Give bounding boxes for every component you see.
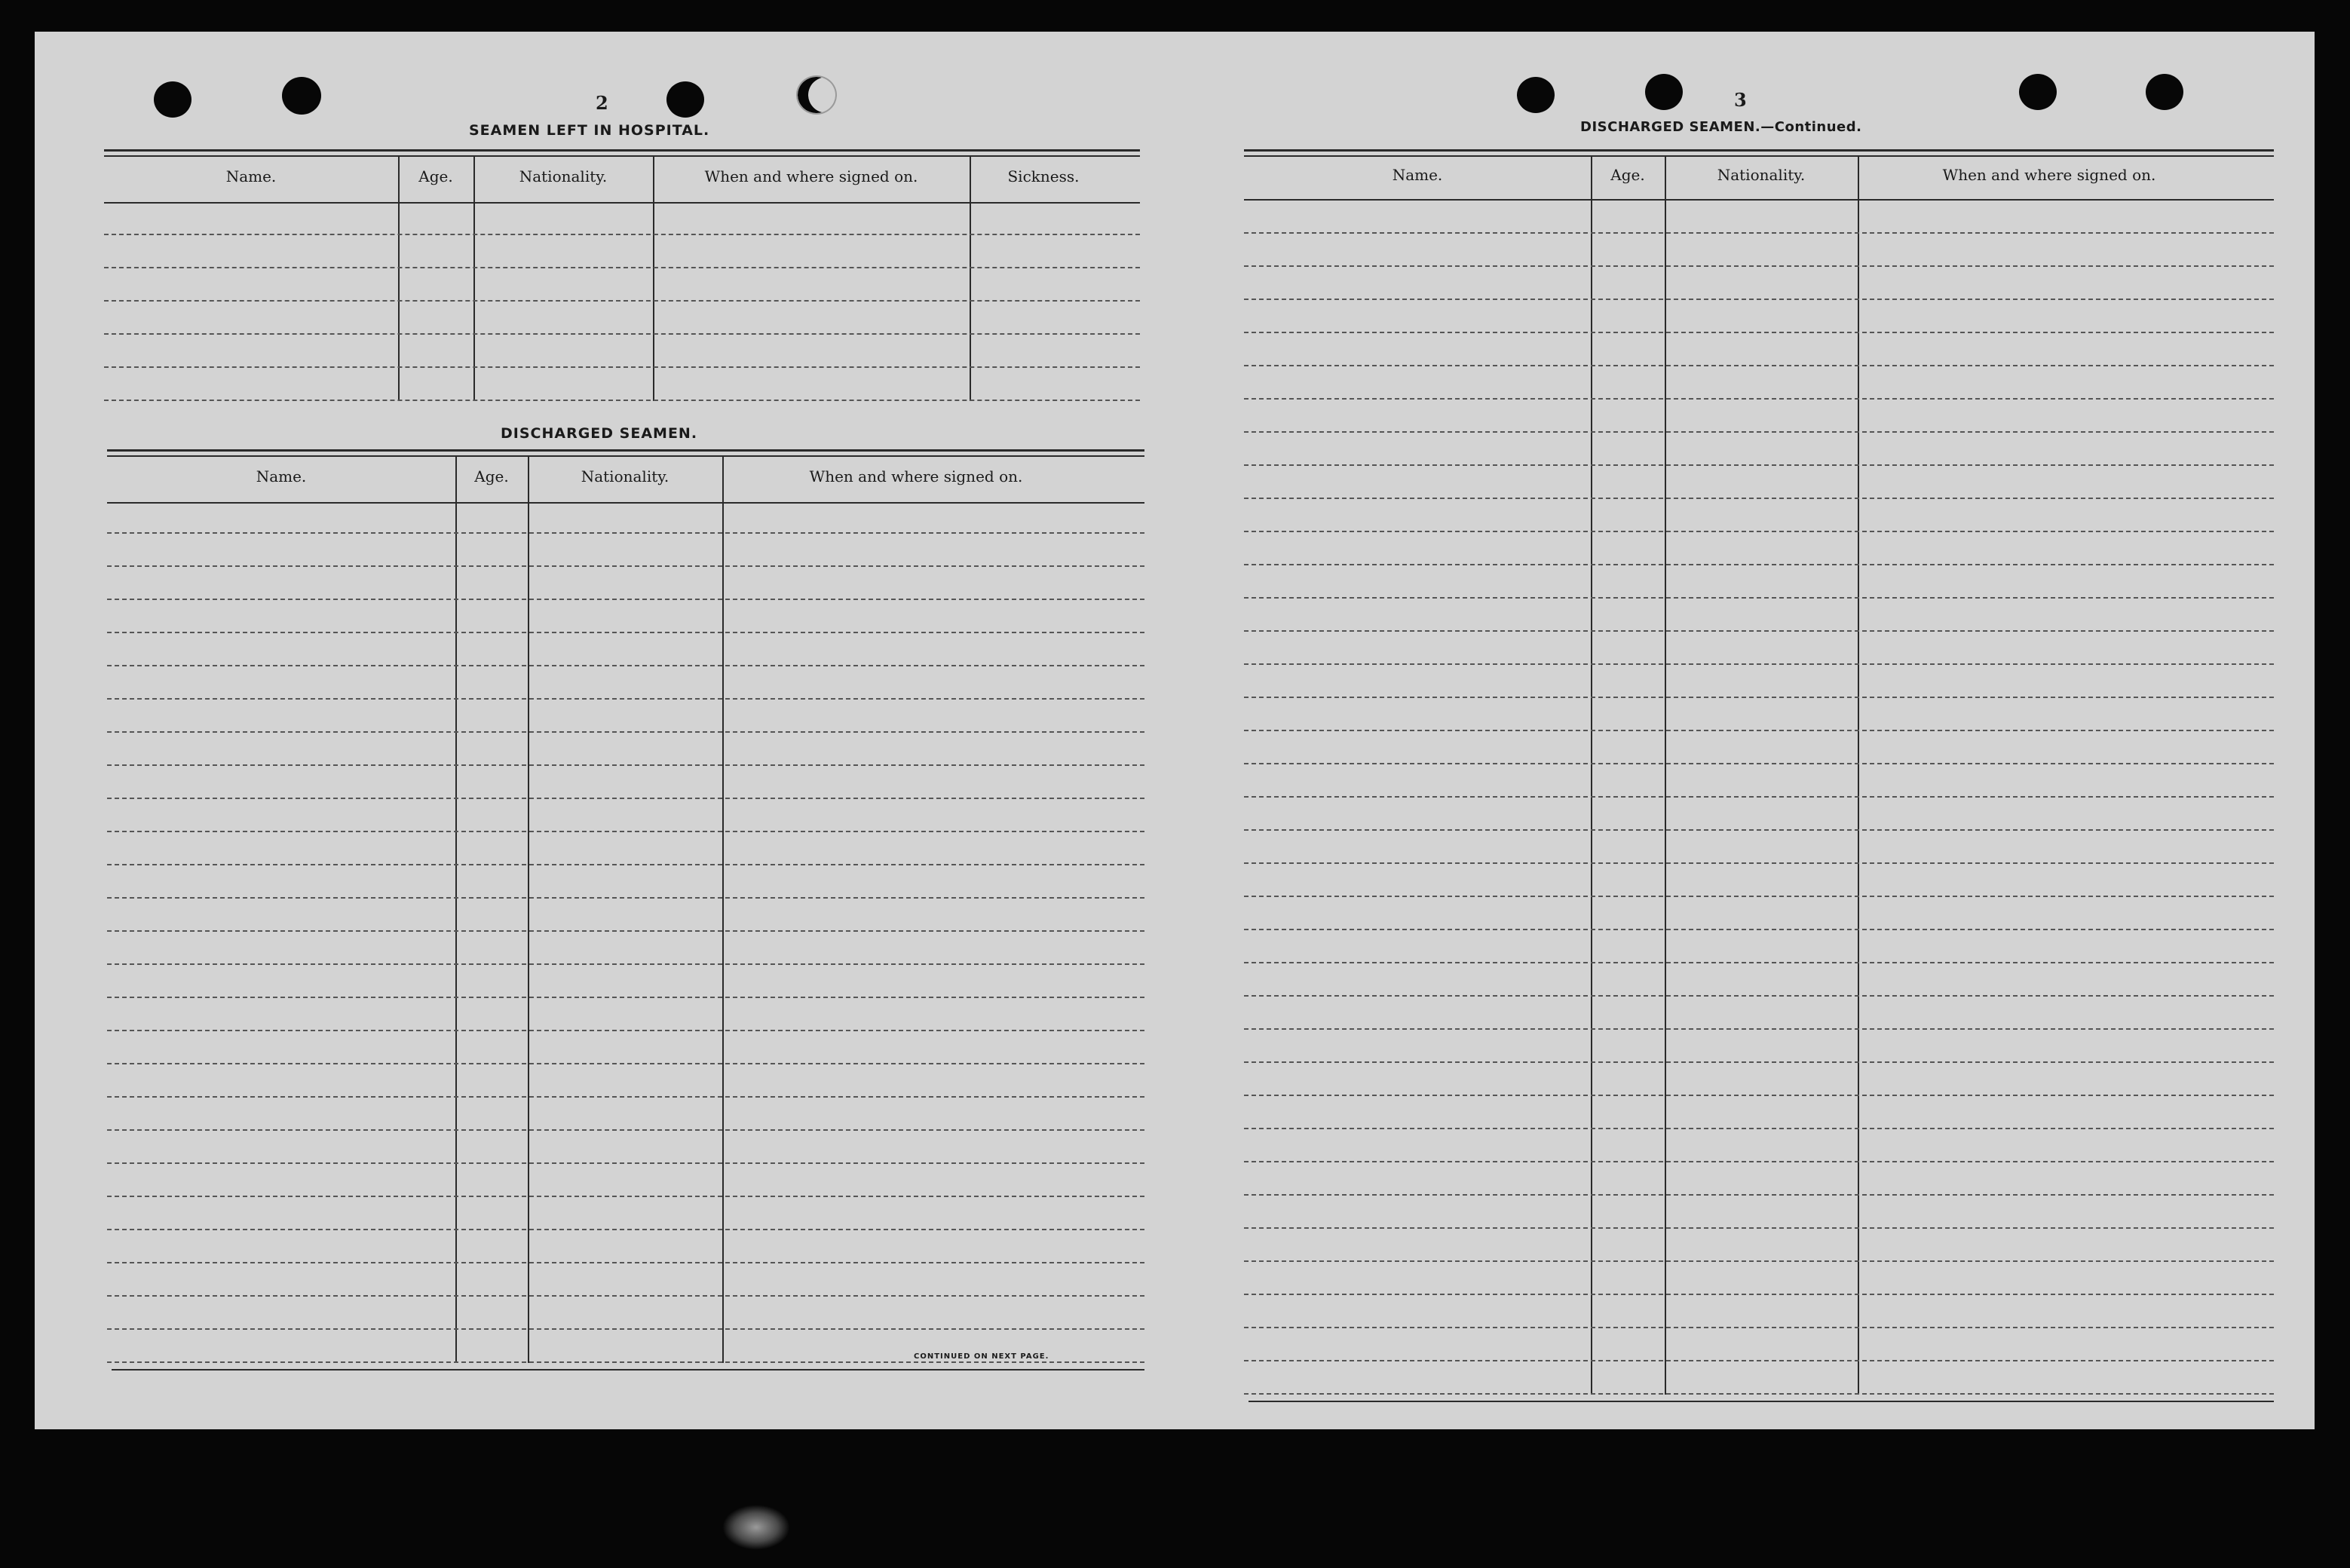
header-rule [104,202,1140,204]
ruled-entry-line [1244,1028,2274,1030]
ruled-entry-line [1244,995,2274,997]
ruled-entry-line [107,731,1144,733]
ruled-entry-line [1244,265,2274,267]
ruled-entry-line [1244,697,2274,698]
ruled-entry-line [1244,1061,2274,1063]
ruled-entry-line [1244,862,2274,864]
ruled-entry-line [1244,398,2274,400]
ruled-entry-line [1244,1360,2274,1361]
table-top-rule [1244,149,2274,152]
ruled-entry-line [107,930,1144,932]
ruled-entry-line [107,665,1144,666]
ruled-entry-line [107,831,1144,832]
ruled-entry-line [1244,431,2274,433]
column-header-name: Name. [256,467,307,485]
ruled-entry-line [107,1328,1144,1330]
column-header-name: Name. [1392,166,1443,184]
ruled-entry-line [107,1295,1144,1297]
ruled-entry-line [107,1096,1144,1098]
column-header-signed-on: When and where signed on. [809,467,1023,485]
ruled-entry-line [1244,730,2274,731]
ruled-entry-line [1244,1294,2274,1295]
continued-footer: CONTINUED ON NEXT PAGE. [914,1352,1049,1361]
column-divider [398,157,400,401]
column-divider [1591,157,1592,1395]
ruled-entry-line [1244,1194,2274,1196]
table-top-rule [107,449,1144,452]
ruled-entry-line [107,764,1144,766]
ruled-entry-line [1244,962,2274,963]
column-header-nationality: Nationality. [1717,166,1806,184]
column-header-signed-on: When and where signed on. [704,167,918,185]
ruled-entry-line [1244,630,2274,632]
ruled-entry-line [104,400,1140,401]
ruled-entry-line [1244,663,2274,665]
ruled-entry-line [107,798,1144,799]
column-divider [1665,157,1666,1395]
table-top-rule [107,455,1144,457]
discharged-table-left [107,449,1144,1354]
ruled-entry-line [104,333,1140,335]
ruled-entry-line [107,1229,1144,1230]
discharged-section-title: DISCHARGED SEAMEN. [501,425,698,442]
column-header-name: Name. [225,167,277,185]
ruled-entry-line [1244,763,2274,764]
discharged-continued-title: DISCHARGED SEAMEN.—Continued. [1580,119,1862,135]
punch-hole [796,75,837,115]
ledger-sheet [35,32,2315,1429]
ruled-entry-line [1244,1260,2274,1262]
ruled-entry-line [107,864,1144,865]
column-divider [455,457,457,1363]
ruled-entry-line [107,1129,1144,1131]
table-top-rule [1244,155,2274,157]
table-bottom-rule [1249,1401,2274,1402]
ruled-entry-line [1244,1128,2274,1129]
table-bottom-rule [112,1369,1144,1370]
scan-smudge [722,1505,790,1550]
ruled-entry-line [1244,498,2274,499]
ruled-entry-line [1244,929,2274,930]
ruled-entry-line [1244,1161,2274,1162]
punch-hole [2019,74,2057,110]
ruled-entry-line [107,565,1144,567]
ruled-entry-line [1244,531,2274,532]
column-divider [1858,157,1859,1395]
column-divider [473,157,475,401]
column-header-signed-on: When and where signed on. [1942,166,2156,184]
header-rule [1244,199,2274,201]
column-divider [528,457,529,1363]
ruled-entry-line [107,1262,1144,1263]
ruled-entry-line [1244,829,2274,831]
discharged-table-right [1244,149,2274,1355]
page-number-right: 3 [1734,89,1747,111]
column-divider [653,157,654,401]
ruled-entry-line [107,1162,1144,1164]
column-header-age: Age. [418,167,453,185]
ruled-entry-line [104,234,1140,235]
ruled-entry-line [107,698,1144,700]
column-header-nationality: Nationality. [581,467,669,485]
ruled-entry-line [107,997,1144,998]
ruled-entry-line [1244,564,2274,565]
ruled-entry-line [1244,896,2274,897]
column-divider [722,457,724,1363]
ruled-entry-line [1244,597,2274,599]
ruled-entry-line [107,1063,1144,1064]
ruled-entry-line [107,632,1144,633]
punch-hole [154,81,191,118]
ruled-entry-line [1244,1227,2274,1229]
ruled-entry-line [104,300,1140,302]
column-header-nationality: Nationality. [519,167,608,185]
ruled-entry-line [107,532,1144,534]
ruled-entry-line [107,897,1144,899]
ruled-entry-line [1244,299,2274,300]
ruled-entry-line [1244,464,2274,466]
column-header-sickness: Sickness. [1007,167,1080,185]
punch-hole [282,77,321,115]
punch-hole [1517,77,1555,113]
ruled-entry-line [1244,1095,2274,1096]
ruled-entry-line [104,267,1140,268]
column-divider [970,157,971,401]
ruled-entry-line [1244,365,2274,366]
ruled-entry-line [107,1030,1144,1031]
ruled-entry-line [1244,232,2274,234]
ruled-entry-line [1244,332,2274,333]
table-top-rule [104,149,1140,152]
ruled-entry-line [104,366,1140,368]
ruled-entry-line [1244,1327,2274,1328]
ruled-entry-line [1244,796,2274,798]
ruled-entry-line [107,963,1144,965]
punch-hole [1645,74,1683,110]
ruled-entry-line [107,599,1144,600]
table-top-rule [104,155,1140,157]
ruled-entry-line [107,1196,1144,1197]
ruled-entry-line [1244,1393,2274,1395]
hospital-section-title: SEAMEN LEFT IN HOSPITAL. [469,122,710,139]
column-header-age: Age. [1610,166,1645,184]
punch-hole [666,81,704,118]
hospital-table [104,149,1140,451]
column-header-age: Age. [474,467,509,485]
page-number-left: 2 [596,92,608,114]
punch-hole [2146,74,2183,110]
header-rule [107,502,1144,504]
ruled-entry-line [107,1361,1144,1363]
